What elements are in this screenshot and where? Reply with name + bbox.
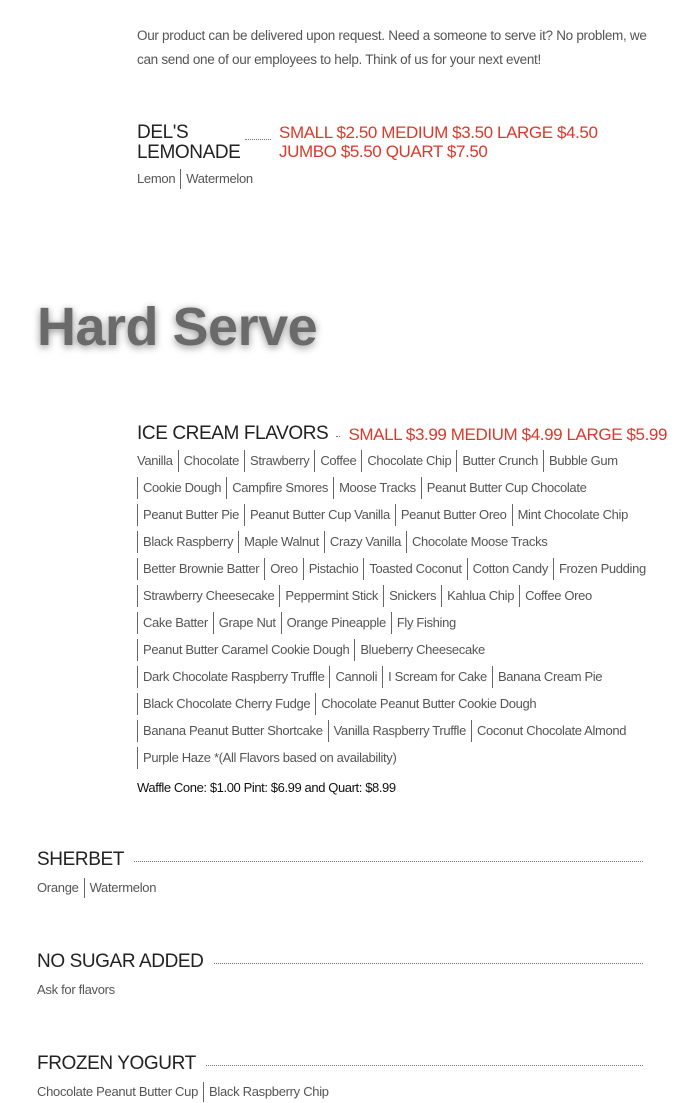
flavor-item: Black Chocolate Cherry Fudge bbox=[137, 693, 315, 715]
flavor-item: Grape Nut bbox=[213, 612, 281, 634]
flavor-line bbox=[137, 693, 667, 720]
flavor-line bbox=[137, 639, 667, 666]
flavor-item: Strawberry Cheesecake bbox=[137, 585, 279, 607]
flavor-item: Peanut Butter Pie bbox=[137, 504, 244, 526]
frozen-yogurt-options bbox=[37, 1082, 334, 1102]
sherbet-options bbox=[37, 878, 161, 898]
flavor-item: Frozen Pudding bbox=[553, 558, 651, 580]
flavor-item: Fly Fishing bbox=[391, 612, 461, 634]
hard-serve-heading: Hard Serve bbox=[37, 297, 318, 357]
ice-cream-dot-leader bbox=[336, 436, 340, 437]
no-sugar-header bbox=[37, 952, 643, 972]
lemonade-dot-leader bbox=[245, 139, 271, 140]
flavor-item: Dark Chocolate Raspberry Truffle bbox=[137, 666, 329, 688]
flavor-item: Bubble Gum bbox=[543, 450, 623, 472]
flavor-line bbox=[137, 531, 667, 558]
flavor-line bbox=[137, 558, 667, 585]
flavor-item: Banana Cream Pie bbox=[492, 666, 607, 688]
sherbet-title: SHERBET bbox=[37, 849, 124, 870]
flavor-item: Strawberry bbox=[244, 450, 314, 472]
lemonade-option: Lemon bbox=[137, 171, 176, 186]
flavor-item: Kahlua Chip bbox=[441, 585, 519, 607]
flavor-line bbox=[137, 612, 667, 639]
flavor-item: Peanut Butter Oreo bbox=[395, 504, 512, 526]
waffle-cone-note: Waffle Cone: $1.00 Pint: $6.99 and Quart: $8.99 bbox=[137, 780, 396, 795]
flavor-item: Orange Pineapple bbox=[281, 612, 391, 634]
ice-cream-header bbox=[137, 424, 667, 444]
no-sugar-dot-leader bbox=[214, 963, 644, 964]
flavor-item: Cotton Candy bbox=[467, 558, 553, 580]
flavor-item: Peanut Butter Cup Vanilla bbox=[244, 504, 395, 526]
flavor-line bbox=[137, 747, 667, 774]
flavor-item: Coffee bbox=[314, 450, 361, 472]
ice-cream-title: ICE CREAM FLAVORS bbox=[137, 423, 329, 444]
flavor-item: Butter Crunch bbox=[456, 450, 543, 472]
flavor-item: Cookie Dough bbox=[137, 477, 226, 499]
flavor-item: Black Raspberry bbox=[137, 531, 238, 553]
flavor-item: Better Brownie Batter bbox=[137, 558, 264, 580]
flavor-item: Cake Batter bbox=[137, 612, 213, 634]
frozen-yogurt-title: FROZEN YOGURT bbox=[37, 1053, 196, 1074]
flavor-item: Toasted Coconut bbox=[363, 558, 466, 580]
sherbet-option: Orange bbox=[37, 880, 79, 895]
flavor-item: Peanut Butter Cup Chocolate bbox=[421, 477, 592, 499]
intro-paragraph: Our product can be delivered upon request. Need a someone to serve it? No problem, we can send one of our employees to help. Think of us for your next event! bbox=[137, 28, 647, 67]
lemonade-title-line2: LEMONADE bbox=[137, 142, 241, 163]
lemonade-options bbox=[137, 169, 258, 189]
frozen-yogurt-option: Black Raspberry Chip bbox=[203, 1082, 334, 1102]
flavor-item: Moose Tracks bbox=[333, 477, 421, 499]
flavor-item: Maple Walnut bbox=[238, 531, 324, 553]
flavor-item: Peppermint Stick bbox=[279, 585, 383, 607]
ice-cream-price: SMALL $3.99 MEDIUM $4.99 LARGE $5.99 bbox=[348, 424, 667, 444]
frozen-yogurt-dot-leader bbox=[206, 1065, 643, 1066]
frozen-yogurt-header bbox=[37, 1054, 643, 1074]
flavor-item: Cannoli bbox=[329, 666, 382, 688]
no-sugar-title: NO SUGAR ADDED bbox=[37, 951, 204, 972]
flavor-item: Coconut Chocolate Almond bbox=[471, 720, 631, 742]
flavor-item: Oreo bbox=[264, 558, 303, 580]
flavor-item: Vanilla bbox=[137, 453, 173, 468]
lemonade-title bbox=[137, 122, 241, 163]
flavor-item: Vanilla Raspberry Truffle bbox=[328, 720, 471, 742]
flavor-item: Peanut Butter Caramel Cookie Dough bbox=[137, 639, 354, 661]
flavor-item: Chocolate Peanut Butter Cookie Dough bbox=[315, 693, 541, 715]
flavor-item: Pistachio bbox=[303, 558, 364, 580]
flavor-item: Purple Haze *(All Flavors based on availability) bbox=[137, 747, 401, 769]
flavor-item: Banana Peanut Butter Shortcake bbox=[137, 720, 328, 742]
lemonade-price: SMALL $2.50 MEDIUM $3.50 LARGE $4.50 JUMBO $5.50 QUART $7.50 bbox=[279, 123, 598, 161]
sherbet-header bbox=[37, 850, 643, 870]
flavor-line bbox=[137, 585, 667, 612]
no-sugar-note bbox=[37, 980, 120, 1000]
flavor-line bbox=[137, 477, 667, 504]
flavor-item: Blueberry Cheesecake bbox=[354, 639, 490, 661]
flavor-item: Chocolate Moose Tracks bbox=[406, 531, 552, 553]
flavor-item: Snickers bbox=[383, 585, 441, 607]
lemonade-title-line1: DEL'S bbox=[137, 122, 189, 143]
no-sugar-note-text: Ask for flavors bbox=[37, 982, 115, 997]
flavor-item: Chocolate bbox=[178, 450, 244, 472]
flavor-item: Chocolate Chip bbox=[361, 450, 456, 472]
flavor-item: Coffee Oreo bbox=[519, 585, 597, 607]
lemonade-option: Watermelon bbox=[180, 169, 258, 189]
flavor-line bbox=[137, 666, 667, 693]
flavor-item: Crazy Vanilla bbox=[324, 531, 406, 553]
sherbet-option: Watermelon bbox=[84, 878, 162, 898]
lemonade-header bbox=[137, 123, 657, 163]
flavor-line bbox=[137, 504, 667, 531]
sherbet-dot-leader bbox=[134, 861, 643, 862]
frozen-yogurt-option: Chocolate Peanut Butter Cup bbox=[37, 1084, 199, 1099]
flavor-line bbox=[137, 450, 667, 477]
flavor-item: I Scream for Cake bbox=[382, 666, 492, 688]
flavor-item: Campfire Smores bbox=[226, 477, 333, 499]
flavor-item: Mint Chocolate Chip bbox=[512, 504, 633, 526]
flavor-line bbox=[137, 720, 667, 747]
flavor-list bbox=[137, 450, 667, 774]
